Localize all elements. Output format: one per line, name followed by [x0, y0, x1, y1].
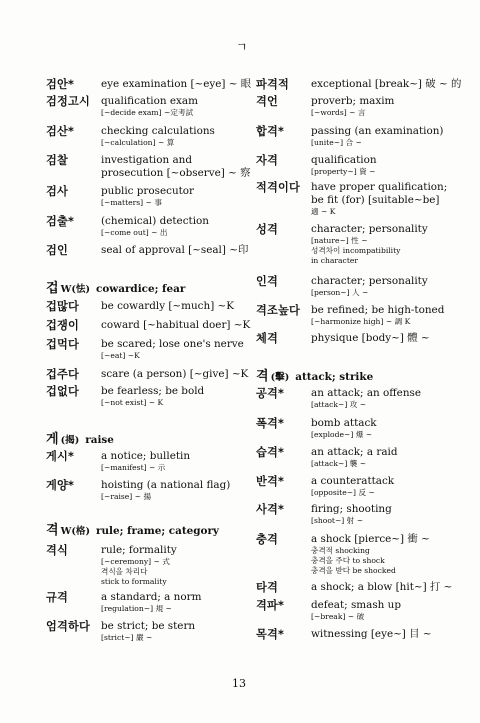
definition-line: bomb attack	[311, 417, 377, 429]
dictionary-entry	[46, 368, 254, 382]
entry-headword: 게시*	[46, 450, 75, 463]
entry-definition	[101, 125, 254, 148]
definition-line: a notice; bulletin	[101, 450, 191, 462]
etymology-note: 충격을 받다 be shocked	[311, 566, 396, 575]
section-letter: ㄱ	[236, 40, 248, 54]
section-heading	[46, 277, 254, 296]
entry-headword: 공격*	[256, 387, 285, 400]
entry-headword: 검산*	[46, 125, 75, 138]
entry-headword: 엄격하다	[46, 620, 91, 633]
etymology-note: [explode~] 爆 ~	[311, 430, 373, 439]
entry-definition	[311, 446, 470, 469]
dictionary-entry	[46, 591, 254, 614]
dictionary-entry	[46, 154, 254, 180]
dictionary-entry	[46, 244, 254, 258]
etymology-note: [~manifest] ~ 示	[101, 463, 166, 472]
etymology-note: in character	[311, 256, 358, 265]
entry-headword: 격식	[46, 544, 69, 557]
entry-definition	[311, 581, 470, 595]
dictionary-entry	[256, 223, 470, 266]
section-heading	[256, 365, 470, 384]
definition-line: public prosecutor	[101, 185, 195, 197]
entry-definition	[311, 387, 470, 410]
definition-line: defeat; smash up	[311, 599, 402, 611]
etymology-note: [~decide exam] ~定考試	[101, 108, 194, 117]
entry-headword: 격조높다	[256, 304, 301, 317]
dictionary-entry	[256, 78, 470, 92]
entry-headword: 겁많다	[46, 300, 80, 313]
section-headword: 게	[46, 432, 59, 447]
definition-line: character; personality	[311, 275, 428, 287]
entry-headword: 사격*	[256, 503, 285, 516]
entry-definition	[311, 599, 470, 622]
dictionary-entry	[46, 215, 254, 238]
dictionary-entry	[256, 628, 470, 642]
etymology-note: [regulation~] 規 ~	[101, 604, 172, 613]
entry-definition	[311, 275, 470, 298]
entry-definition	[311, 533, 470, 576]
entry-definition	[101, 185, 254, 208]
etymology-note: [~ceremony] ~ 式	[101, 557, 170, 566]
definition-line: coward [~habitual doer] ~K	[101, 319, 251, 331]
etymology-note: [~matters] ~ 事	[101, 198, 162, 207]
entry-definition	[101, 154, 254, 180]
etymology-note: [shoot~] 射 ~	[311, 516, 364, 525]
dictionary-entry	[256, 154, 470, 177]
entry-definition	[311, 332, 470, 346]
dictionary-entry	[46, 620, 254, 643]
entry-headword: 목격*	[256, 628, 285, 641]
dictionary-entry	[256, 275, 470, 298]
entry-definition	[101, 215, 254, 238]
entry-definition	[101, 78, 254, 92]
definition-line: a counterattack	[311, 475, 395, 487]
entry-headword: 체격	[256, 332, 279, 345]
entry-definition	[101, 620, 254, 643]
definition-line: witnessing [eye~] 目 ~	[311, 628, 432, 640]
etymology-note: [strict~] 嚴 ~	[101, 633, 153, 642]
definition-line: a standard; a norm	[101, 591, 202, 603]
entry-headword: 게양*	[46, 479, 75, 492]
definition-line: seal of approval [~seal] ~印	[101, 244, 249, 256]
definition-line: be strict; be stern	[101, 620, 196, 632]
etymology-note: 충격적 shocking	[311, 546, 370, 555]
definition-line: physique [body~] 體 ~	[311, 332, 430, 344]
entry-definition	[101, 244, 254, 258]
definition-line: an attack; an offense	[311, 387, 421, 399]
entry-headword: 격언	[256, 95, 279, 108]
entry-headword: 적격이다	[256, 181, 301, 194]
entry-definition	[311, 628, 470, 642]
definition-line: be fearless; be bold	[101, 385, 205, 397]
definition-line: hoisting (a national flag)	[101, 479, 231, 491]
dictionary-entry	[46, 95, 254, 118]
etymology-note: 충격을 주다 to shock	[311, 556, 385, 565]
dictionary-entry	[46, 300, 254, 314]
definition-line: prosecution [~observe] ~ 察	[101, 167, 251, 179]
definition-line: qualification	[311, 154, 377, 166]
section-hanja: (揭)	[60, 435, 80, 446]
definition-line: scare (a person) [~give] ~K	[101, 368, 249, 380]
entry-headword: 겁주다	[46, 368, 80, 381]
etymology-note: [nature~] 性 ~	[311, 236, 368, 245]
definition-line: passing (an examination)	[311, 125, 444, 137]
entry-definition	[101, 544, 254, 587]
etymology-note: [~calculation] ~ 算	[101, 138, 175, 147]
section-headword: 격	[46, 523, 59, 538]
entry-definition	[101, 368, 254, 382]
dictionary-entry	[46, 338, 254, 361]
dictionary-entry	[46, 319, 254, 333]
entry-headword: 폭격*	[256, 417, 285, 430]
definition-line: investigation and	[101, 154, 192, 166]
etymology-note: [~harmonize high] ~ 調 K	[311, 317, 411, 326]
etymology-note: [~break] ~ 破	[311, 612, 365, 621]
etymology-note: [attack~] 襲 ~	[311, 459, 367, 468]
entry-definition	[311, 181, 470, 217]
entry-definition	[311, 223, 470, 266]
entry-definition	[101, 95, 254, 118]
section-heading	[46, 428, 254, 447]
entry-headword: 검인	[46, 244, 69, 257]
section-gloss: raise	[85, 434, 114, 446]
etymology-note: [~eat] ~K	[101, 351, 140, 360]
definition-line: proverb; maxim	[311, 95, 395, 107]
entry-headword: 반격*	[256, 475, 285, 488]
etymology-note: [~come out] ~ 出	[101, 228, 168, 237]
entry-definition	[311, 154, 470, 177]
section-gloss: cowardice; fear	[96, 283, 186, 295]
dictionary-entry	[256, 475, 470, 498]
entry-definition	[311, 417, 470, 440]
etymology-note: [property~] 資 ~	[311, 167, 376, 176]
definition-line: be refined; be high-toned	[311, 304, 445, 316]
entry-headword: 겁먹다	[46, 338, 80, 351]
dictionary-entry	[46, 450, 254, 473]
etymology-note: [~raise] ~ 揚	[101, 492, 152, 501]
entry-definition	[311, 475, 470, 498]
entry-headword: 격파*	[256, 599, 285, 612]
entry-headword: 검사	[46, 185, 69, 198]
etymology-note: [~words] ~ 言	[311, 108, 366, 117]
dictionary-entry	[256, 581, 470, 595]
entry-headword: 타격	[256, 581, 279, 594]
definition-line: character; personality	[311, 223, 428, 235]
definition-line: be fit (for) [suitable~be]	[311, 194, 440, 206]
entry-definition	[101, 300, 254, 314]
entry-definition	[311, 78, 470, 92]
dictionary-entry	[46, 78, 254, 92]
entry-headword: 충격	[256, 533, 279, 546]
entry-headword: 검정고시	[46, 95, 91, 108]
entry-definition	[101, 385, 254, 408]
etymology-note: [attack~] 攻 ~	[311, 400, 367, 409]
entry-headword: 성격	[256, 223, 279, 236]
dictionary-entry	[46, 479, 254, 502]
etymology-note: 성격차이 incompatibility	[311, 246, 401, 255]
entry-headword: 합격*	[256, 125, 285, 138]
definition-line: be scared; lose one's nerve	[101, 338, 244, 350]
definition-line: rule; formality	[101, 544, 177, 556]
entry-definition	[311, 95, 470, 118]
definition-line: a shock [pierce~] 衝 ~	[311, 533, 430, 545]
dictionary-entry	[256, 417, 470, 440]
entry-definition	[101, 591, 254, 614]
section-gloss: attack; strike	[295, 371, 374, 383]
definition-line: qualification exam	[101, 95, 198, 107]
etymology-note: 격식을 차리다	[101, 567, 148, 576]
definition-line: (chemical) detection	[101, 215, 209, 227]
section-headword: 격	[256, 369, 269, 384]
entry-definition	[311, 304, 470, 327]
definition-line: an attack; a raid	[311, 446, 398, 458]
etymology-note: [person~] 人 ~	[311, 288, 369, 297]
section-heading	[46, 519, 254, 538]
section-headword: 겁	[46, 281, 59, 296]
dictionary-entry	[46, 125, 254, 148]
etymology-note: [unite~] 合 ~	[311, 138, 362, 147]
entry-headword: 인격	[256, 275, 279, 288]
definition-line: have proper qualification;	[311, 181, 448, 193]
entry-definition	[311, 503, 470, 526]
etymology-note: stick to formality	[101, 577, 167, 586]
entry-headword: 검안*	[46, 78, 75, 91]
etymology-note: [~not exist] ~ K	[101, 398, 164, 407]
dictionary-entry	[256, 446, 470, 469]
section-hanja: W(怯)	[60, 284, 91, 295]
dictionary-entry	[256, 533, 470, 576]
entry-definition	[101, 319, 254, 333]
dictionary-entry	[256, 387, 470, 410]
definition-line: a shock; a blow [hit~] 打 ~	[311, 581, 453, 593]
section-hanja: (擊)	[270, 372, 290, 383]
page-number: 13	[232, 677, 246, 690]
dictionary-entry	[46, 385, 254, 408]
section-gloss: rule; frame; category	[96, 525, 219, 537]
dictionary-entry	[46, 544, 254, 587]
dictionary-entry	[46, 185, 254, 208]
entry-headword: 겁쟁이	[46, 319, 80, 332]
dictionary-entry	[256, 503, 470, 526]
entry-headword: 검출*	[46, 215, 75, 228]
dictionary-entry	[256, 332, 470, 346]
definition-line: firing; shooting	[311, 503, 392, 515]
etymology-note: [opposite~] 反 ~	[311, 488, 375, 497]
dictionary-entry	[256, 599, 470, 622]
entry-definition	[101, 479, 254, 502]
dictionary-entry	[256, 125, 470, 148]
entry-headword: 겁없다	[46, 385, 80, 398]
entry-headword: 자격	[256, 154, 279, 167]
definition-line: be cowardly [~much] ~K	[101, 300, 235, 312]
dictionary-entry	[256, 95, 470, 118]
definition-line: exceptional [break~] 破 ~ 的	[311, 78, 462, 90]
entry-headword: 습격*	[256, 446, 285, 459]
section-hanja: W(格)	[60, 526, 91, 537]
dictionary-entry	[256, 304, 470, 327]
entry-headword: 파격적	[256, 78, 290, 91]
entry-definition	[311, 125, 470, 148]
dictionary-entry	[256, 181, 470, 217]
definition-line: eye examination [~eye] ~ 眼	[101, 78, 252, 90]
etymology-note: 適 ~ K	[311, 207, 336, 216]
entry-headword: 검찰	[46, 154, 69, 167]
entry-definition	[101, 450, 254, 473]
definition-line: checking calculations	[101, 125, 215, 137]
entry-headword: 규격	[46, 591, 69, 604]
entry-definition	[101, 338, 254, 361]
